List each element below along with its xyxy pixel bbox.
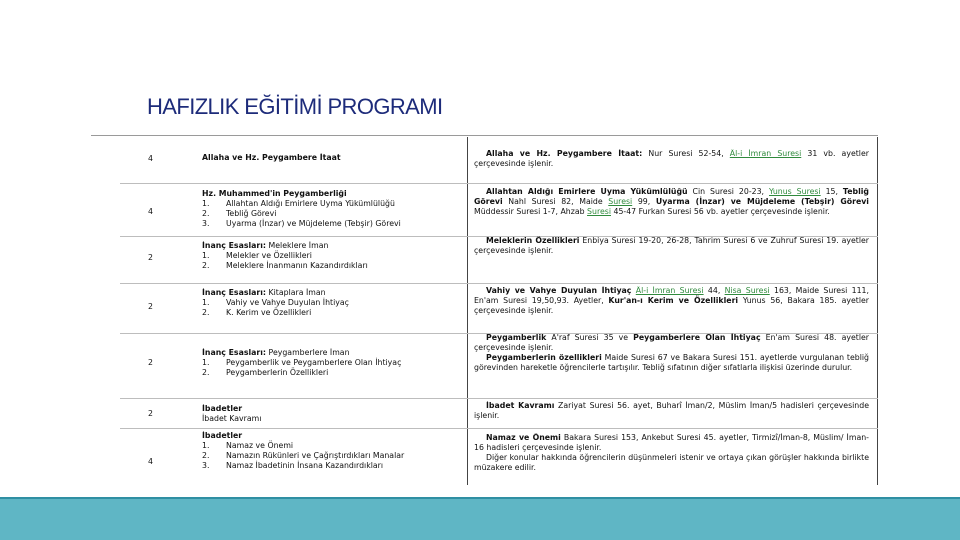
hours-cell: 2 [148,409,153,418]
description-text: Nahl Suresi 82, Maide [502,197,609,206]
list-item-text: Peygamberlerin Özellikleri [226,368,329,377]
description-text: Maide Suresi 67 ve Bakara Suresi 151. ayetlerde vurgulanan tebliğ görevinden hareketle öğrencilerle tartışılır. Tebliğ sıfatının diğer sıfatlarla ilişkisi üzerinde durulur. [474,353,869,372]
topic-heading [202,189,467,199]
description-cell [474,286,869,333]
topic-list-item [202,219,467,229]
page-title: HAFIZLIK EĞİTİMİ PROGRAMI [147,94,443,119]
topic-list-item [202,308,467,318]
description-paragraph [474,453,869,473]
surah-reference: Âl-i İmran Suresi [729,149,802,158]
description-cell [474,433,869,485]
topic-heading-text: Kitaplara İman [266,288,326,297]
description-text: 163, Maide Suresi 111, En'am Suresi 19,50,93. Ayetler, [474,286,869,305]
column-divider [467,137,468,485]
topic-list-item [202,261,467,271]
description-key: Peygamberlerin özellikleri [486,353,602,362]
row-divider [120,283,878,284]
description-text: Enbiya Suresi 19-20, 26-28, Tahrim Suresi 6 ve Zuhruf Suresi 19. ayetler çerçevesinde işlenir. [474,236,869,255]
description-text: Diğer konular hakkında öğrencilerin düşünmeleri istenir ve ortaya çıkan görüşler hakkında birlikte müzakere edilir. [474,453,869,472]
row-divider [120,183,878,184]
hours-cell: 4 [148,154,153,163]
topic-heading-text: Hz. Muhammed'in Peygamberliği [202,189,347,198]
topic-heading [202,431,467,441]
description-key: Kur'an-ı Kerim ve Özellikleri [608,296,739,305]
list-item-text: Namazın Rükünleri ve Çağrıştırdıkları Manalar [226,451,405,460]
description-paragraph [474,333,869,353]
description-cell [474,149,869,183]
list-item-text: Allahtan Aldığı Emirlere Uyma Yükümlülüğü [226,199,395,208]
topic-heading-label: İnanç Esasları: [202,288,267,297]
topic-cell [202,404,467,428]
description-text: 45-47 Furkan Suresi 56 vb. ayetler çerçevesinde işlenir. [611,207,830,216]
description-key: Vahiy ve Vahye Duyulan İhtiyaç [486,286,632,295]
surah-reference: Nisa Suresi [724,286,770,295]
topic-cell [202,153,467,183]
hours-cell: 2 [148,253,153,262]
topic-heading [202,404,467,414]
list-item-text: Namaz İbadetinin İnsana Kazandırdıkları [226,461,384,470]
description-cell [474,236,869,283]
list-item-text: K. Kerim ve Özellikleri [226,308,312,317]
description-text: Zariyat Suresi 56. ayet, Buharî İman/2, Müslim İman/5 hadisleri çerçevesinde işlenir. [474,401,869,420]
description-text: 99, [632,197,656,206]
description-key: Meleklerin Özellikleri [486,236,580,245]
description-paragraph [474,353,869,373]
topic-heading [202,153,467,163]
topic-heading-text: Peygamberlere İman [266,348,350,357]
description-cell [474,187,869,236]
footer-bar [0,499,960,540]
topic-heading-text: Meleklere İman [266,241,329,250]
topic-cell [202,241,467,283]
description-paragraph [474,401,869,421]
description-text: Nur Suresi 52-54, [642,149,730,158]
list-item-text: Vahiy ve Vahye Duyulan İhtiyaç [226,298,349,307]
list-number: 2. [202,261,210,270]
list-number: 2. [202,451,210,460]
hours-cell: 2 [148,302,153,311]
row-divider [120,398,878,399]
hours-cell: 2 [148,358,153,367]
description-key: Peygamberlere Olan İhtiyaç [633,333,761,342]
surah-reference: Suresi [608,197,633,206]
list-item-text: Tebliğ Görevi [226,209,277,218]
topic-list-item [202,251,467,261]
description-paragraph [474,236,869,256]
topic-heading-text: İbadetler [202,431,243,440]
topic-heading-label: İnanç Esasları: [202,348,267,357]
description-text: A'raf Suresi 35 ve [546,333,634,342]
description-key: Uyarma (İnzar) ve Müjdeleme (Tebşir) Görevi [655,197,869,206]
list-number: 2. [202,368,210,377]
description-text: 15, [820,187,843,196]
topic-heading [202,288,467,298]
description-key: Tebliğ Görevi [474,187,869,206]
description-text: Bakara Suresi 153, Ankebut Suresi 45. ayetler, Tirmizî/İman-8, Müslim/ İman-16 hadisleri çerçevesinde işlenir. [474,433,869,452]
description-key: Allaha ve Hz. Peygambere İtaat: [486,149,643,158]
list-number: 1. [202,199,210,208]
topic-cell [202,431,467,485]
list-number: 1. [202,358,210,367]
topic-list-item [202,209,467,219]
topic-list-item [202,298,467,308]
hours-cell: 4 [148,207,153,216]
title-divider [91,135,878,136]
surah-reference: Âl-i İmran Suresi [635,286,704,295]
topic-list-item [202,358,467,368]
list-item-text: Namaz ve Önemi [226,441,294,450]
list-number: 1. [202,298,210,307]
description-paragraph [474,433,869,453]
program-table [120,137,878,485]
table-right-border [877,137,878,485]
topic-heading-label: İnanç Esasları: [202,241,267,250]
description-paragraph [474,187,869,217]
topic-cell [202,288,467,333]
description-text: Müddessir Suresi 1-7, Ahzab [474,207,588,216]
surah-reference: Yunus Suresi [768,187,821,196]
list-number: 2. [202,308,210,317]
topic-heading-text: İbadetler [202,404,243,413]
list-item-text: Melekler ve Özellikleri [226,251,312,260]
topic-heading-text: Allaha ve Hz. Peygambere İtaat [202,153,341,162]
topic-heading [202,241,467,251]
description-key: Namaz ve Önemi [486,433,561,442]
topic-subheading: İbadet Kavramı [202,414,262,423]
topic-list-item [202,461,467,471]
list-number: 1. [202,251,210,260]
list-number: 3. [202,461,210,470]
description-key: Peygamberlik [486,333,547,342]
description-paragraph [474,149,869,169]
description-text: Yunus 56, Bakara 185. ayetler çerçevesinde işlenir. [474,296,869,315]
surah-reference: Suresi [587,207,611,216]
list-item-text: Meleklere İnanmanın Kazandırdıkları [226,261,368,270]
topic-cell [202,348,467,398]
topic-list-item [202,368,467,378]
description-cell [474,333,869,398]
list-number: 1. [202,441,210,450]
list-item-text: Peygamberlik ve Peygamberlere Olan İhtiyaç [226,358,402,367]
list-item-text: Uyarma (İnzar) ve Müjdeleme (Tebşir) Görevi [226,219,401,228]
description-text: 31 vb. ayetler çerçevesinde işlenir. [474,149,869,168]
description-text: En'am Suresi 48. ayetler çerçevesinde işlenir. [474,333,869,352]
row-divider [120,428,878,429]
description-cell [474,401,869,428]
topic-list-item [202,451,467,461]
hours-cell: 4 [148,457,153,466]
list-number: 2. [202,209,210,218]
topic-cell [202,189,467,236]
topic-list-item [202,199,467,209]
description-paragraph [474,286,869,316]
description-key: İbadet Kavramı [486,401,555,410]
description-key: Allahtan Aldığı Emirlere Uyma Yükümlülüğü [486,187,688,196]
topic-heading [202,348,467,358]
topic-list-item [202,441,467,451]
description-text: Cin Suresi 20-23, [687,187,769,196]
list-number: 3. [202,219,210,228]
description-text: 44, [703,286,725,295]
